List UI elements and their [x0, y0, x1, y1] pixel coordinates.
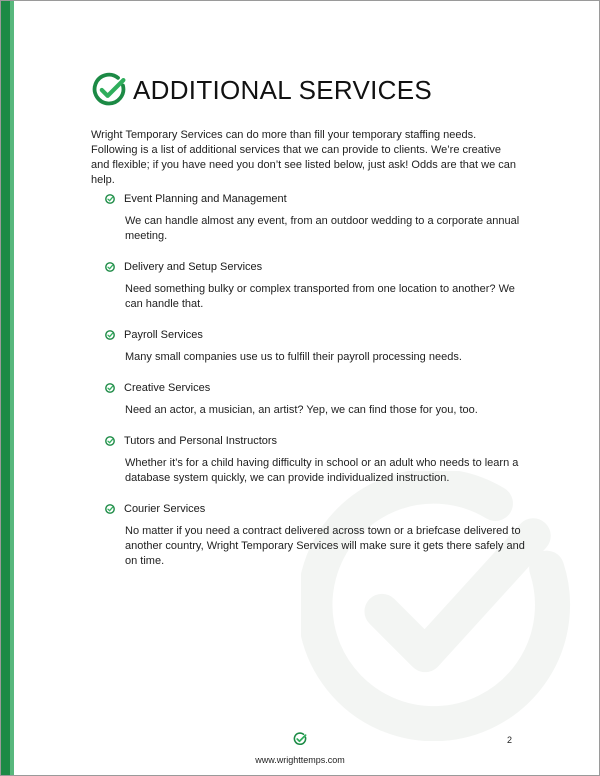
service-title: Payroll Services [124, 328, 203, 341]
intro-paragraph: Wright Temporary Services can do more than fill your temporary staffing needs. Following is a list of additional services that we can provide to clients. We’re creative and flexible; if you have need you don’t see listed below, just ask! Odds are that we can help. [91, 129, 516, 186]
check-bullet-icon [105, 262, 115, 272]
page-header [91, 71, 432, 109]
service-item [105, 191, 525, 244]
service-description: Need something bulky or complex transported from one location to another? We can handle that. [125, 283, 515, 310]
service-title: Courier Services [124, 502, 206, 515]
service-title: Event Planning and Management [124, 192, 287, 205]
service-description: Whether it’s for a child having difficulty in school or an adult who needs to learn a database system quickly, we can provide individualized instruction. [125, 457, 519, 484]
service-description: Many small companies use us to fulfill their payroll processing needs. [125, 351, 462, 363]
check-bullet-icon [105, 504, 115, 514]
service-item [105, 380, 525, 418]
service-item [105, 501, 525, 569]
check-bullet-icon [105, 330, 115, 340]
check-bullet-icon [105, 194, 115, 204]
left-accent-stripe [1, 1, 10, 775]
services-list [105, 191, 525, 584]
footer-url: www.wrighttemps.com [255, 755, 345, 765]
check-bullet-icon [105, 383, 115, 393]
service-title: Tutors and Personal Instructors [124, 434, 278, 447]
service-item [105, 327, 525, 365]
page-number: 2 [507, 735, 513, 745]
service-title: Creative Services [124, 381, 211, 394]
check-bullet-icon [105, 436, 115, 446]
footer-checkmark-logo-icon [293, 732, 307, 746]
green-checkmark-circle-icon [91, 72, 127, 108]
service-description: We can handle almost any event, from an outdoor wedding to a corporate annual meeting. [125, 215, 520, 242]
service-description: Need an actor, a musician, an artist? Yep, we can find those for you, too. [125, 404, 478, 416]
page-title: ADDITIONAL SERVICES [133, 74, 432, 105]
service-item [105, 433, 525, 486]
service-description: No matter if you need a contract delivered across town or a briefcase delivered to another country, Wright Temporary Services will make sure it gets there safely and on time. [125, 525, 525, 567]
service-item [105, 259, 525, 312]
service-title: Delivery and Setup Services [124, 260, 263, 273]
